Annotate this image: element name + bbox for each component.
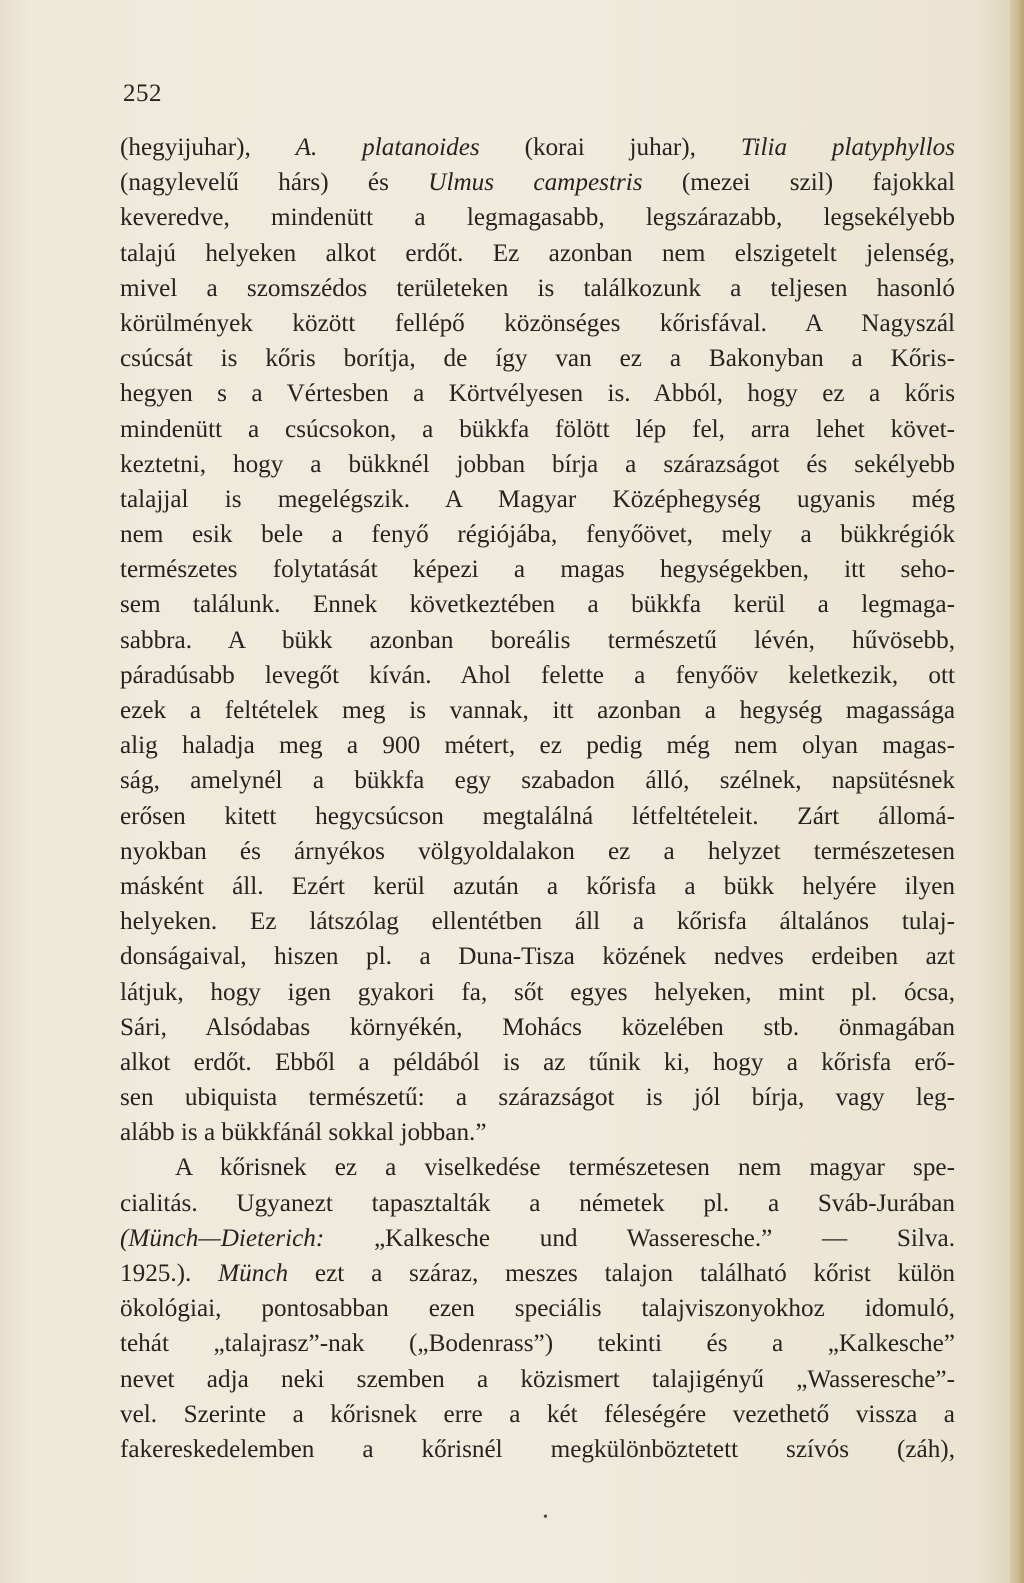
text-line [120,1150,955,1185]
text-segment: cialitás. Ugyanezt tapasztalták a németek pl. a Sváb-Jurában [120,1189,955,1217]
text-line [120,1045,955,1080]
text-line [120,1186,955,1221]
text-line [120,1221,955,1256]
text-line [120,763,955,798]
text-segment: sen ubiquista természetű: a szárazságot is jól bírja, vagy leg- [120,1084,955,1112]
text-line [120,552,955,587]
text-segment: alig haladja meg a 900 métert, ez pedig még nem olyan magas- [120,732,955,760]
text-line [120,1397,955,1432]
text-line [120,1362,955,1397]
page-edge [1010,0,1024,1583]
text-line [120,1256,955,1291]
text-segment: 1925.). [120,1260,219,1287]
page-number: 252 [123,80,162,107]
text-segment: sabbra. A bükk azonban boreális természetű lévén, hűvösebb, [120,626,955,654]
text-segment: természetes folytatását képezi a magas hegységekben, itt seho- [120,556,955,584]
text-line [120,904,955,939]
text-segment: látjuk, hogy igen gyakori fa, sőt egyes helyeken, mint pl. ócsa, [120,978,955,1006]
text-segment: hegyen s a Vértesben a Körtvélyesen is. Abból, hogy ez a kőris [120,380,955,408]
text-line [120,587,955,622]
text-line [120,236,955,271]
text-segment: nem esik bele a fenyő régiójába, fenyőövet, mely a bükkrégiók [120,521,955,549]
text-segment: nyokban és árnyékos völgyoldalakon ez a helyzet természetesen [120,837,955,865]
text-line [120,517,955,552]
italic-term: (Münch—Dieterich: [120,1224,325,1252]
text-line [120,869,955,904]
text-line [120,834,955,869]
text-line [120,306,955,341]
text-line [120,376,955,411]
text-line [120,200,955,235]
text-segment: ezek a feltételek meg is vannak, itt azonban a hegység magassága [120,697,955,724]
text-segment: keztetni, hogy a bükknél jobban bírja a szárazságot és sekélyebb [120,450,955,478]
text-line [120,693,955,728]
text-segment: talajjal is megelégszik. A Magyar Középhegység ugyanis még [120,485,955,513]
text-line [120,1291,955,1326]
text-segment: erősen kitett hegycsúcson megtalálná létfeltételeit. Zárt állomá- [120,802,955,830]
italic-term: Tilia platyphyllos [740,134,955,161]
text-line [120,939,955,974]
text-segment: (nagylevelű hárs) és [120,169,429,197]
text-segment: tehát „talajrasz”-nak („Bodenrass”) tekinti és a „Kalkesche” [120,1330,955,1358]
text-line [120,447,955,482]
text-segment: alább is a bükkfánál sokkal jobban.” [120,1119,487,1147]
text-line [120,623,955,658]
text-segment: mindenütt a csúcsokon, a bükkfa fölött lép fel, arra lehet követ- [120,415,955,443]
text-line [120,165,955,200]
text-segment: ság, amelynél a bükkfa egy szabadon álló, szélnek, napsütésnek [120,767,955,795]
text-segment: ökológiai, pontosabban ezen speciális talajviszonyokhoz idomuló, [120,1295,955,1323]
text-segment: talajú helyeken alkot erdőt. Ez azonban nem elszigetelt jelenség, [120,239,955,267]
text-segment: mivel a szomszédos területeken is találkozunk a teljesen hasonló [120,274,955,302]
text-segment: (korai juhar), [479,134,741,161]
text-segment: fakereskedelemben a kőrisnél megkülönböztetett szívós (záh), [120,1435,955,1463]
text-segment: donságaival, hiszen pl. a Duna-Tisza közének nedves erdeiben azt [120,943,955,971]
text-line [120,1326,955,1361]
text-segment: A kőrisnek ez a viselkedése természetesen nem magyar spe- [175,1154,955,1182]
italic-term: Ulmus campestris [428,169,643,197]
text-segment: nevet adja neki szemben a közismert talajigényű „Wasseresche”- [120,1365,955,1393]
text-segment: keveredve, mindenütt a legmagasabb, legszárazabb, legsekélyebb [120,204,955,232]
text-segment: Sári, Alsódabas környékén, Mohács közelében stb. önmagában [120,1013,955,1041]
text-segment: (hegyijuhar), [120,134,296,161]
text-line [120,1432,955,1467]
text-segment: páradúsabb levegőt kíván. Ahol felette a fenyőöv keletkezik, ott [120,661,955,689]
footer-mark: • [543,1510,548,1525]
text-line [120,482,955,517]
text-segment: helyeken. Ez látszólag ellentétben áll a kőrisfa általános tulaj- [120,908,955,936]
text-segment: sem találunk. Ennek következtében a bükkfa kerül a legmaga- [120,591,955,619]
text-segment: ezt a száraz, meszes talajon található kőrist külön [288,1260,956,1287]
text-line [120,799,955,834]
text-line [120,658,955,693]
italic-term: A. platanoides [295,134,480,161]
text-line [120,412,955,447]
text-segment: (mezei szil) fajokkal [642,169,955,197]
text-line [120,728,955,763]
text-segment: körülmények között fellépő közönséges kőrisfával. A Nagyszál [120,309,955,337]
text-line [120,341,955,376]
italic-term: Münch [218,1260,289,1287]
text-line [120,1010,955,1045]
text-segment: „Kalkesche und Wasseresche.” — Silva. [324,1224,955,1252]
text-segment: csúcsát is kőris borítja, de így van ez a Bakonyban a Kőris- [120,345,955,373]
text-segment: másként áll. Ezért kerül azután a kőrisfa a bükk helyére ilyen [120,872,955,900]
text-line [120,271,955,306]
text-line [120,975,955,1010]
text-line [120,130,955,165]
text-line [120,1115,955,1150]
text-line [120,1080,955,1115]
text-segment: vel. Szerinte a kőrisnek erre a két féleségére vezethető vissza a [120,1400,955,1428]
body-text [120,130,955,1467]
text-segment: alkot erdőt. Ebből a példából is az tűnik ki, hogy a kőrisfa erő- [120,1048,955,1076]
